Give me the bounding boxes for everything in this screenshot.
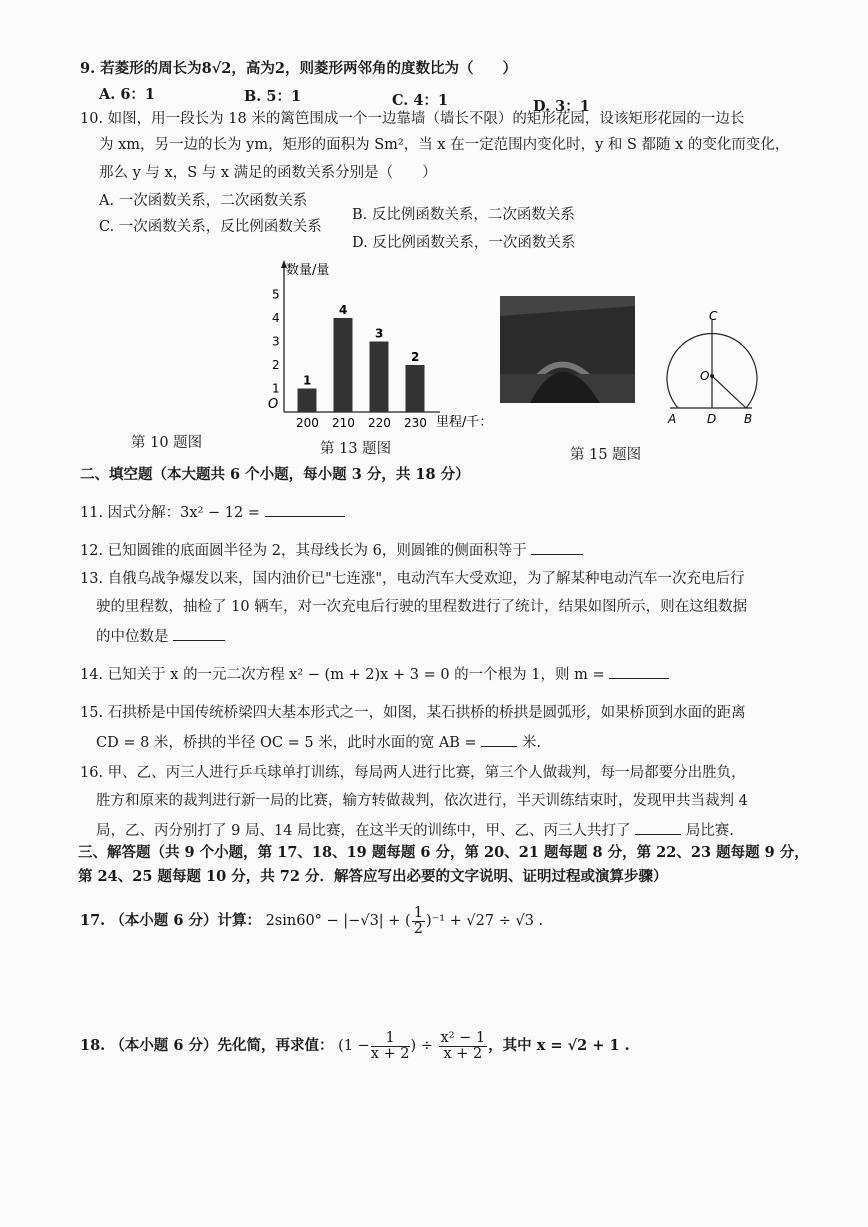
- origin-label: O: [268, 397, 279, 412]
- label-d: D: [707, 412, 717, 426]
- q10-line1: 10. 如图，用一段长为 18 米的篱笆围成一个一边靠墙（墙长不限）的矩形花园，设该矩形花园的一边长: [80, 111, 745, 127]
- q17-expr-part2: )⁻¹ + √27 ÷ √3 .: [425, 913, 544, 929]
- section2-heading: 二、填空题（本大题共 6 个小题，每小题 3 分，共 18 分）: [80, 466, 470, 483]
- q18-fraction-2: [439, 1031, 488, 1062]
- bar-230: [406, 365, 425, 412]
- q16-line3-text: 局，乙、丙分别打了 9 局、14 局比赛，在这半天的训练中，甲、乙、丙三人共打了: [96, 823, 631, 839]
- q16-answer-blank[interactable]: [635, 820, 681, 835]
- q10-line3: 那么 y 与 x，S 与 x 满足的函数关系分别是（ ）: [99, 165, 437, 181]
- q17-prefix: 17. （本小题 6 分）计算：: [80, 912, 261, 929]
- q17-frac-den: 2: [413, 920, 423, 937]
- q15-line2-suffix: 米.: [521, 735, 542, 751]
- q14: [80, 664, 669, 684]
- section3-heading-line2: 第 24、25 题每题 10 分，共 72 分．解答应写出必要的文字说明、证明过程或演算步骤）: [78, 868, 668, 885]
- q17-frac-num: 1: [413, 904, 423, 921]
- q12-answer-blank[interactable]: [531, 540, 583, 555]
- label-a: A: [668, 412, 677, 426]
- arch-circle-diagram: [660, 310, 770, 430]
- x-tick-label: 200: [296, 416, 319, 430]
- stone-bridge-photo: [500, 296, 635, 403]
- q18-f1-den: x + 2: [370, 1045, 410, 1062]
- q18: [80, 1028, 630, 1064]
- q9-stem: 9. 若菱形的周长为8√2，高为2，则菱形两邻角的度数比为（ ）: [80, 60, 517, 77]
- x-tick-label: 210: [332, 416, 355, 430]
- q14-answer-blank[interactable]: [609, 664, 669, 679]
- x-axis-label: 里程/千：: [436, 415, 493, 430]
- label-o: O: [700, 369, 710, 383]
- q16-line2: 胜方和原来的裁判进行新一局的比赛，输方转做裁判，依次进行，半天训练结束时，发现甲共当裁判 4: [96, 793, 748, 809]
- bar-220: [370, 342, 389, 413]
- q16-line3-suffix: 局比赛.: [685, 823, 734, 839]
- q10-line2: 为 xm，另一边的长为 ym，矩形的面积为 Sm²，当 x 在一定范围内变化时，y 和 S 都随 x 的变化而变化，: [99, 137, 790, 153]
- center-point-o: [710, 374, 714, 378]
- q17-expr-part1: 2sin60° − |−√3| + (: [265, 913, 411, 929]
- q17-fraction: [412, 906, 425, 937]
- q11-text: 11. 因式分解：3x² − 12 =: [80, 505, 260, 521]
- q13-line3: [96, 626, 225, 646]
- bridge-photo-image: [500, 296, 635, 403]
- y-tick-label: 2: [272, 358, 280, 372]
- bar-value-label: 4: [339, 303, 348, 317]
- q18-mid: ) ÷: [410, 1038, 433, 1054]
- x-tick-label: 220: [368, 416, 391, 430]
- q15-line1: 15. 石拱桥是中国传统桥梁四大基本形式之一，如图，某石拱桥的桥拱是圆弧形，如果桥顶到水面的距离: [80, 705, 746, 721]
- section3-heading-line1: 三、解答题（共 9 个小题，第 17、18、19 题每题 6 分，第 20、21 题每题 8 分，第 22、23 题每题 9 分，: [78, 844, 809, 861]
- q14-text: 14. 已知关于 x 的一元二次方程 x² − (m + 2)x + 3 = 0 的一个根为 1，则 m =: [80, 667, 605, 683]
- q11: [80, 502, 345, 522]
- q10-option-b: B. 反比例函数关系，二次函数关系: [352, 207, 575, 223]
- bar-value-label: 1: [303, 373, 312, 388]
- y-axis-label: 数量/量: [286, 263, 330, 278]
- q13-answer-blank[interactable]: [173, 626, 225, 641]
- q16-line3: [96, 820, 734, 840]
- label-c: C: [709, 310, 718, 323]
- fig15-caption: 第 15 题图: [570, 447, 642, 463]
- q17: [80, 904, 543, 938]
- bar-210: [334, 318, 353, 412]
- fig13-caption: 第 13 题图: [320, 441, 392, 457]
- q9-option-a: A. 6：1: [99, 86, 156, 103]
- q12: [80, 540, 583, 560]
- q9-option-b: B. 5：1: [244, 88, 302, 105]
- q15-line2-text: CD = 8 米，桥拱的半径 OC = 5 米，此时水面的宽 AB =: [96, 735, 477, 751]
- q13-line2: 驶的里程数，抽检了 10 辆车，对一次充电后行驶的里程数进行了统计，结果如图所示，则在这组数据: [96, 599, 748, 615]
- q18-prefix: 18. （本小题 6 分）先化简，再求值：: [80, 1037, 334, 1054]
- q9-option-c: C. 4：1: [392, 92, 449, 109]
- bar-value-label: 2: [411, 350, 420, 364]
- q18-open: (1 −: [338, 1038, 370, 1054]
- fig10-caption: 第 10 题图: [131, 435, 203, 451]
- q18-f2-num: x² − 1: [440, 1029, 486, 1046]
- q10-option-d: D. 反比例函数关系，一次函数关系: [352, 235, 576, 251]
- y-tick-label: 4: [272, 311, 280, 325]
- q9-option-d: D. 3：1: [533, 98, 590, 115]
- segment-ob: [712, 376, 746, 408]
- x-tick-label: 230: [404, 416, 427, 430]
- q11-answer-blank[interactable]: [265, 502, 345, 517]
- q13-line3-text: 的中位数是: [96, 629, 169, 645]
- q18-f2-den: x + 2: [443, 1045, 483, 1062]
- y-tick-label: 3: [272, 334, 280, 349]
- label-b: B: [744, 412, 753, 426]
- q10-option-c: C. 一次函数关系，反比例函数关系: [99, 219, 322, 235]
- y-tick-label: 1: [272, 381, 280, 396]
- q15-line2: [96, 732, 541, 752]
- q12-text: 12. 已知圆锥的底面圆半径为 2，其母线长为 6，则圆锥的侧面积等于: [80, 543, 527, 559]
- y-tick-label: 5: [272, 287, 280, 302]
- q15-answer-blank[interactable]: [481, 732, 517, 747]
- q18-fraction-1: [371, 1031, 410, 1062]
- q18-f1-num: 1: [371, 1031, 410, 1047]
- q18-suffix: ，其中 x = √2 + 1 .: [488, 1037, 630, 1054]
- q16-line1: 16. 甲、乙、丙三人进行乒乓球单打训练，每局两人进行比赛，第三个人做裁判，每一局都要分出胜负，: [80, 765, 746, 781]
- q10-option-a: A. 一次函数关系，二次函数关系: [99, 193, 308, 209]
- mileage-bar-chart: [250, 256, 500, 436]
- bar-200: [298, 389, 317, 413]
- q13-line1: 13. 自俄乌战争爆发以来，国内油价已"七连涨"，电动汽车大受欢迎，为了解某种电动汽车一次充电后行: [80, 571, 745, 587]
- bar-value-label: 3: [375, 326, 384, 341]
